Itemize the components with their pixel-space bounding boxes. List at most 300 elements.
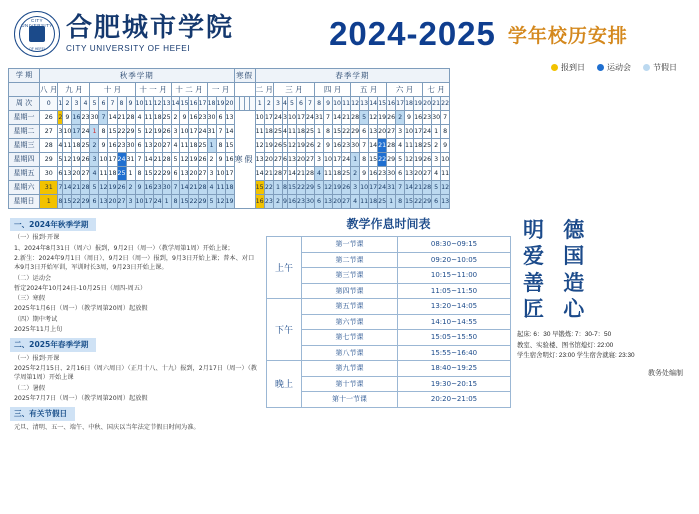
schedule-class-time: 11:05~11:50 (398, 283, 511, 299)
schedule-row (267, 361, 511, 377)
calendar-day-cell: 10 (99, 153, 108, 167)
calendar-day-cell: 15 (63, 195, 72, 209)
calendar-day-cell: 7 (58, 181, 63, 195)
calendar-day-cell: 10 (287, 111, 296, 125)
schedule-class-time: 20:20~21:05 (398, 392, 511, 408)
calendar-day-cell: 29 (126, 125, 135, 139)
calendar-day-cell: 16 (72, 111, 81, 125)
calendar-day-cell: 2 (432, 139, 441, 153)
legend-label-report: 报到日 (561, 63, 585, 72)
schedule-class-time: 15:05~15:50 (398, 330, 511, 346)
calendar-day-cell: 26 (342, 181, 351, 195)
schedule-class-name: 第六节课 (302, 314, 398, 330)
calendar-day-cell: 6 (315, 195, 324, 209)
calendar-day-cell: 23 (81, 111, 90, 125)
calendar-day-cell: 14 (108, 111, 117, 125)
calendar-day-cell: 19 (414, 153, 423, 167)
calendar-day-cell: 28 (423, 181, 432, 195)
calendar-day-cell: 11 (255, 125, 264, 139)
calendar-cell: 0 (40, 97, 58, 111)
calendar-day-cell: 30 (126, 139, 135, 153)
calendar-day-cell: 26 (117, 181, 126, 195)
calendar-day-cell: 31 (126, 153, 135, 167)
motto-column (517, 215, 687, 433)
calendar-day-cell: 8 (216, 139, 225, 153)
calendar-day-cell: 3 (207, 167, 216, 181)
calendar-day-cell: 8 (135, 167, 144, 181)
note-line: 暂定2024年10月24日-10月25日（周四-周五） (14, 284, 147, 292)
calendar-day-cell: 5 (396, 153, 405, 167)
calendar-day-row (9, 167, 450, 181)
calendar-day-cell: 29 (81, 195, 90, 209)
calendar-day-cell: 26 (40, 111, 58, 125)
calendar-day-cell: 22 (414, 195, 423, 209)
calendar-day-cell: 17 (333, 153, 342, 167)
calendar-cell: 九 月 (58, 83, 90, 97)
schedule-class-name: 第九节课 (302, 361, 398, 377)
calendar-cell: 4 (282, 97, 287, 111)
calendar-day-cell: 24 (81, 125, 90, 139)
calendar-day-cell: 14 (180, 181, 189, 195)
calendar-day-cell: 29 (423, 195, 432, 209)
calendar-day-cell: 21 (297, 167, 306, 181)
calendar-day-cell: 19 (333, 181, 342, 195)
calendar-day-cell: 11 (324, 167, 333, 181)
calendar-day-cell: 18 (414, 139, 423, 153)
calendar-day-cell: 4 (282, 125, 287, 139)
calendar-day-cell: 10 (324, 153, 333, 167)
schedule-class-name: 第十节课 (302, 376, 398, 392)
calendar-day-cell: 3 (282, 111, 287, 125)
calendar-cell: 2 (264, 97, 273, 111)
calendar-cell: 星期五 (9, 167, 40, 181)
calendar-day-cell: 9 (405, 111, 414, 125)
calendar-day-cell: 20 (378, 125, 387, 139)
calendar-day-cell: 27 (423, 167, 432, 181)
calendar-cell: 22 (441, 97, 450, 111)
calendar-day-cell: 1 (273, 181, 282, 195)
schedule-row (267, 252, 511, 268)
calendar-day-cell: 24 (117, 153, 126, 167)
calendar-day-cell: 4 (207, 181, 216, 195)
calendar-day-cell: 10 (63, 125, 72, 139)
schedule-row (267, 330, 511, 346)
calendar-day-cell: 6 (432, 195, 441, 209)
calendar-day-cell: 26 (423, 153, 432, 167)
calendar-cell: 6 (297, 97, 306, 111)
calendar-day-cell: 3 (315, 153, 324, 167)
calendar-day-cell: 18 (153, 111, 162, 125)
calendar-day-cell: 18 (264, 125, 273, 139)
calendar-day-cell: 11 (441, 167, 450, 181)
calendar-day-cell: 21 (378, 139, 387, 153)
page-title (272, 15, 685, 53)
calendar-day-cell: 5 (432, 181, 441, 195)
daily-routine-info (517, 330, 687, 362)
calendar-day-cell: 8 (396, 195, 405, 209)
calendar-day-cell: 1 (40, 195, 58, 209)
schedule-class-time: 13:20~14:05 (398, 299, 511, 315)
calendar-day-cell: 19 (72, 153, 81, 167)
calendar-day-cell: 24 (153, 195, 162, 209)
calendar-day-cell: 19 (108, 181, 117, 195)
schedule-row (267, 283, 511, 299)
calendar-cell: 14 (369, 97, 378, 111)
calendar-cell: 14 (171, 97, 180, 111)
calendar-day-cell: 20 (333, 195, 342, 209)
calendar-day-cell: 8 (360, 153, 369, 167)
calendar-day-cell: 25 (117, 167, 126, 181)
schedule-class-name: 第一节课 (302, 237, 398, 253)
calendar-day-cell: 8 (282, 181, 287, 195)
calendar-day-row (9, 195, 450, 209)
legend-dot-sports (597, 64, 604, 71)
calendar-day-cell: 13 (324, 195, 333, 209)
calendar-day-cell: 29 (162, 167, 171, 181)
calendar-day-cell: 12 (441, 181, 450, 195)
calendar-cell: 15 (378, 97, 387, 111)
calendar-cell: 三 月 (273, 83, 314, 97)
calendar-day-cell: 22 (153, 167, 162, 181)
calendar-day-cell: 23 (378, 167, 387, 181)
calendar-day-cell: 17 (189, 125, 198, 139)
note-line: 2025年7月7日（周一）（教学周第20周）起放假 (14, 394, 148, 402)
calendar-day-cell: 1 (126, 167, 135, 181)
calendar-cell: 周 次 (9, 97, 40, 111)
school-seal-icon (14, 11, 60, 57)
schedule-class-time: 08:30~09:15 (398, 237, 511, 253)
calendar-day-cell: 25 (378, 195, 387, 209)
calendar-day-cell: 27 (306, 153, 315, 167)
calendar-day-cell: 14 (287, 167, 296, 181)
motto-line: 明 德 (523, 217, 591, 242)
legend-item-sports (597, 62, 631, 73)
calendar-day-cell: 11 (180, 139, 189, 153)
calendar-day-cell: 25 (162, 111, 171, 125)
calendar-cell (9, 83, 40, 97)
calendar-cell: 8 (117, 97, 126, 111)
routine-line: 学生宿舍明灯: 23:00 学生宿舍就寝: 23:30 (517, 352, 635, 360)
calendar-day-cell: 22 (297, 181, 306, 195)
calendar-day-cell: 27 (387, 125, 396, 139)
academic-calendar-table (8, 68, 450, 209)
legend-item-report (551, 62, 585, 73)
calendar-day-cell: 17 (108, 153, 117, 167)
calendar-day-cell: 29 (40, 153, 58, 167)
notes-section1-body (10, 233, 260, 334)
calendar-day-cell: 28 (198, 181, 207, 195)
calendar-day-cell: 2 (351, 167, 360, 181)
calendar-day-cell: 24 (306, 111, 315, 125)
calendar-cell: 17 (396, 97, 405, 111)
lower-section (0, 209, 699, 433)
calendar-cell: 星期一 (9, 111, 40, 125)
calendar-cell: 十 一 月 (135, 83, 171, 97)
calendar-day-cell: 16 (287, 195, 296, 209)
calendar-cell: 学 期 (9, 69, 40, 83)
calendar-day-cell: 27 (162, 139, 171, 153)
calendar-cell: 六 月 (387, 83, 423, 97)
calendar-day-cell: 20 (264, 153, 273, 167)
legend-dot-report (551, 64, 558, 71)
calendar-day-cell: 3 (126, 195, 135, 209)
calendar-day-cell: 21 (117, 111, 126, 125)
calendar-day-cell: 7 (441, 111, 450, 125)
calendar-day-row (9, 125, 450, 139)
calendar-day-cell: 8 (324, 125, 333, 139)
calendar-day-cell: 2 (273, 195, 282, 209)
calendar-day-cell: 14 (63, 181, 72, 195)
calendar-day-cell: 22 (264, 181, 273, 195)
calendar-day-row (9, 153, 450, 167)
calendar-day-cell: 10 (441, 153, 450, 167)
calendar-cell: 7 (108, 97, 117, 111)
calendar-day-cell: 3 (432, 153, 441, 167)
legend-item-holiday (643, 62, 677, 73)
calendar-day-cell: 19 (225, 195, 234, 209)
notes-section3-body (10, 423, 260, 432)
calendar-day-cell: 11 (287, 125, 296, 139)
calendar-day-cell: 28 (40, 139, 58, 153)
calendar-day-cell: 29 (306, 181, 315, 195)
calendar-day-cell: 5 (90, 181, 99, 195)
calendar-day-cell: 20 (189, 167, 198, 181)
calendar-day-cell: 1 (90, 125, 99, 139)
calendar-day-cell: 10 (405, 125, 414, 139)
legend-label-sports: 运动会 (607, 63, 631, 72)
schedule-class-time: 14:10~14:55 (398, 314, 511, 330)
calendar-day-cell: 27 (198, 167, 207, 181)
calendar-cell: 19 (414, 97, 423, 111)
calendar-day-cell: 21 (153, 153, 162, 167)
calendar-day-cell: 28 (387, 139, 396, 153)
calendar-day-cell: 13 (144, 139, 153, 153)
calendar-day-cell: 22 (117, 125, 126, 139)
calendar-cell: 五 月 (351, 83, 387, 97)
calendar-day-cell: 17 (369, 181, 378, 195)
calendar-day-cell: 16 (369, 167, 378, 181)
calendar-day-cell: 11 (99, 167, 108, 181)
calendar-day-cell: 15 (333, 125, 342, 139)
calendar-day-cell: 26 (198, 153, 207, 167)
note-line: （二）暑假 (14, 384, 45, 392)
schedule-class-time: 10:15~11:00 (398, 268, 511, 284)
calendar-day-cell: 12 (287, 139, 296, 153)
calendar-day-cell: 22 (342, 125, 351, 139)
calendar-cell: 8 (315, 97, 324, 111)
calendar-day-cell: 2 (396, 111, 405, 125)
calendar-day-cell: 12 (405, 153, 414, 167)
calendar-day-cell: 30 (40, 167, 58, 181)
calendar-day-cell: 7 (99, 111, 108, 125)
calendar-day-cell: 18 (333, 167, 342, 181)
calendar-day-cell: 27 (81, 167, 90, 181)
calendar-day-cell: 29 (198, 195, 207, 209)
calendar-day-cell: 30 (207, 111, 216, 125)
schedule-row (267, 376, 511, 392)
calendar-cell: 7 (306, 97, 315, 111)
calendar-day-cell: 5 (58, 153, 63, 167)
calendar-day-cell: 8 (441, 125, 450, 139)
calendar-cell: 星期三 (9, 139, 40, 153)
schedule-column (266, 215, 511, 433)
calendar-cell: 2 (63, 97, 72, 111)
calendar-day-cell: 5 (171, 153, 180, 167)
note-line: 2025年1月6日（周一）（教学周第20周）起放假 (14, 305, 148, 313)
calendar-day-cell: 12 (180, 153, 189, 167)
calendar-day-cell: 13 (63, 167, 72, 181)
routine-line: 起床: 6：30 早锻炼: 7：30-7：50 (517, 331, 612, 338)
calendar-day-cell: 11 (216, 181, 225, 195)
notes-column (10, 215, 260, 433)
notes-section3-title: 三、有关节假日 (10, 407, 75, 420)
calendar-day-cell: 18 (297, 125, 306, 139)
calendar-day-cell: 19 (378, 111, 387, 125)
calendar-day-cell: 17 (144, 195, 153, 209)
calendar-day-cell: 14 (369, 139, 378, 153)
schedule-period-label: 上午 (267, 237, 302, 299)
calendar-day-cell: 29 (351, 125, 360, 139)
calendar-day-cell: 17 (264, 111, 273, 125)
calendar-day-cell: 10 (255, 111, 264, 125)
calendar-day-cell: 23 (423, 111, 432, 125)
note-line: 2.新生：2024年9月1日（周日）、9月2日（周一）报到，9月3日开始上课；普本、对口本9月3日开始军训，军训时长3周，9月23日开始上课。 (14, 254, 255, 272)
calendar-day-cell: 16 (414, 111, 423, 125)
calendar-day-cell: 17 (297, 111, 306, 125)
calendar-day-cell: 13 (405, 167, 414, 181)
calendar-day-cell: 9 (135, 181, 144, 195)
calendar-cell: 四 月 (315, 83, 351, 97)
calendar-day-cell: 20 (108, 195, 117, 209)
calendar-day-cell: 7 (282, 167, 287, 181)
calendar-cell: 9 (324, 97, 333, 111)
calendar-day-cell: 15 (180, 195, 189, 209)
schedule-row (267, 299, 511, 315)
calendar-day-cell: 9 (282, 195, 287, 209)
calendar-cell: 二 月 (255, 83, 273, 97)
calendar-day-cell: 8 (171, 195, 180, 209)
schedule-class-time: 19:30~20:15 (398, 376, 511, 392)
calendar-day-cell: 23 (342, 139, 351, 153)
notes-section2-title: 二、2025年春季学期 (10, 338, 96, 351)
calendar-day-cell: 13 (255, 153, 264, 167)
calendar-day-cell: 4 (396, 139, 405, 153)
calendar-day-cell: 2 (207, 153, 216, 167)
calendar-day-cell: 30 (306, 195, 315, 209)
calendar-day-cell: 6 (282, 153, 287, 167)
calendar-day-cell: 11 (405, 139, 414, 153)
calendar-day-cell: 14 (333, 111, 342, 125)
calendar-day-cell: 6 (360, 125, 369, 139)
calendar-cell: 13 (360, 97, 369, 111)
schedule-row (267, 268, 511, 284)
calendar-cell: 16 (387, 97, 396, 111)
calendar-day-cell: 9 (99, 139, 108, 153)
calendar-day-cell: 2 (171, 111, 180, 125)
calendar-day-cell: 13 (225, 111, 234, 125)
schedule-class-name: 第十一节课 (302, 392, 398, 408)
calendar-day-cell: 12 (324, 181, 333, 195)
calendar-cell: 16 (189, 97, 198, 111)
class-time-table (266, 236, 511, 408)
calendar-day-cell: 1 (432, 125, 441, 139)
calendar-day-cell: 26 (162, 125, 171, 139)
calendar-day-cell: 18 (225, 181, 234, 195)
calendar-day-cell: 14 (255, 167, 264, 181)
calendar-cell: 星期日 (9, 195, 40, 209)
calendar-day-cell: 24 (273, 111, 282, 125)
calendar-day-cell: 6 (90, 195, 99, 209)
calendar-day-cell: 10 (216, 167, 225, 181)
calendar-cell: 5 (287, 97, 296, 111)
calendar-day-cell: 16 (333, 139, 342, 153)
calendar-day-cell: 15 (108, 125, 117, 139)
calendar-day-cell: 16 (225, 153, 234, 167)
calendar-day-cell: 31 (315, 111, 324, 125)
calendar-cell: 八 月 (40, 83, 58, 97)
calendar-day-cell: 7 (324, 111, 333, 125)
calendar-day-cell: 15 (144, 167, 153, 181)
calendar-day-cell: 18 (72, 139, 81, 153)
calendar-day-cell: 9 (360, 167, 369, 181)
calendar-day-cell: 3 (351, 181, 360, 195)
calendar-day-cell: 25 (198, 139, 207, 153)
calendar-day-cell: 4 (135, 111, 144, 125)
calendar-day-cell: 24 (378, 181, 387, 195)
schedule-class-name: 第四节课 (302, 283, 398, 299)
calendar-day-cell: 16 (144, 181, 153, 195)
note-line: （三）寒假 (14, 295, 45, 303)
calendar-cell: 15 (180, 97, 189, 111)
calendar-day-cell: 3 (396, 125, 405, 139)
title-years: 2024-2025 (329, 15, 496, 52)
calendar-day-cell: 21 (414, 181, 423, 195)
calendar-day-cell: 5 (282, 139, 287, 153)
calendar-day-cell: 17 (225, 167, 234, 181)
schedule-class-name: 第八节课 (302, 345, 398, 361)
calendar-day-cell: 6 (216, 111, 225, 125)
calendar-cell: 11 (144, 97, 153, 111)
calendar-day-cell: 23 (198, 111, 207, 125)
calendar-day-cell: 20 (297, 153, 306, 167)
calendar-month-row (9, 83, 450, 97)
calendar-day-cell: 22 (72, 195, 81, 209)
calendar-day-cell: 18 (189, 139, 198, 153)
school-name-en: CITY UNIVERSITY OF HEFEI (66, 44, 191, 54)
calendar-day-cell: 20 (153, 139, 162, 153)
calendar-day-row (9, 139, 450, 153)
calendar-day-cell: 21 (72, 181, 81, 195)
calendar-day-cell: 5 (207, 195, 216, 209)
schedule-period-label: 晚上 (267, 361, 302, 408)
calendar-day-cell: 11 (360, 195, 369, 209)
calendar-day-cell: 2 (126, 181, 135, 195)
calendar-day-cell: 12 (63, 153, 72, 167)
calendar-day-cell: 30 (162, 181, 171, 195)
motto-characters (523, 217, 687, 322)
calendar-day-cell: 21 (342, 111, 351, 125)
note-line: （二）运动会 (14, 274, 52, 282)
calendar-day-cell: 4 (432, 167, 441, 181)
calendar-day-cell: 26 (273, 139, 282, 153)
calendar-day-cell: 7 (171, 181, 180, 195)
calendar-cell: 17 (198, 97, 207, 111)
calendar-day-cell: 6 (171, 167, 180, 181)
calendar-week-row (9, 97, 450, 111)
calendar-cell: 星期六 (9, 181, 40, 195)
schedule-class-name: 第七节课 (302, 330, 398, 346)
note-line: 1、2024年8月31日（周六）报到，9月2日（周一）（教学周第1周）开始上课； (14, 244, 234, 252)
